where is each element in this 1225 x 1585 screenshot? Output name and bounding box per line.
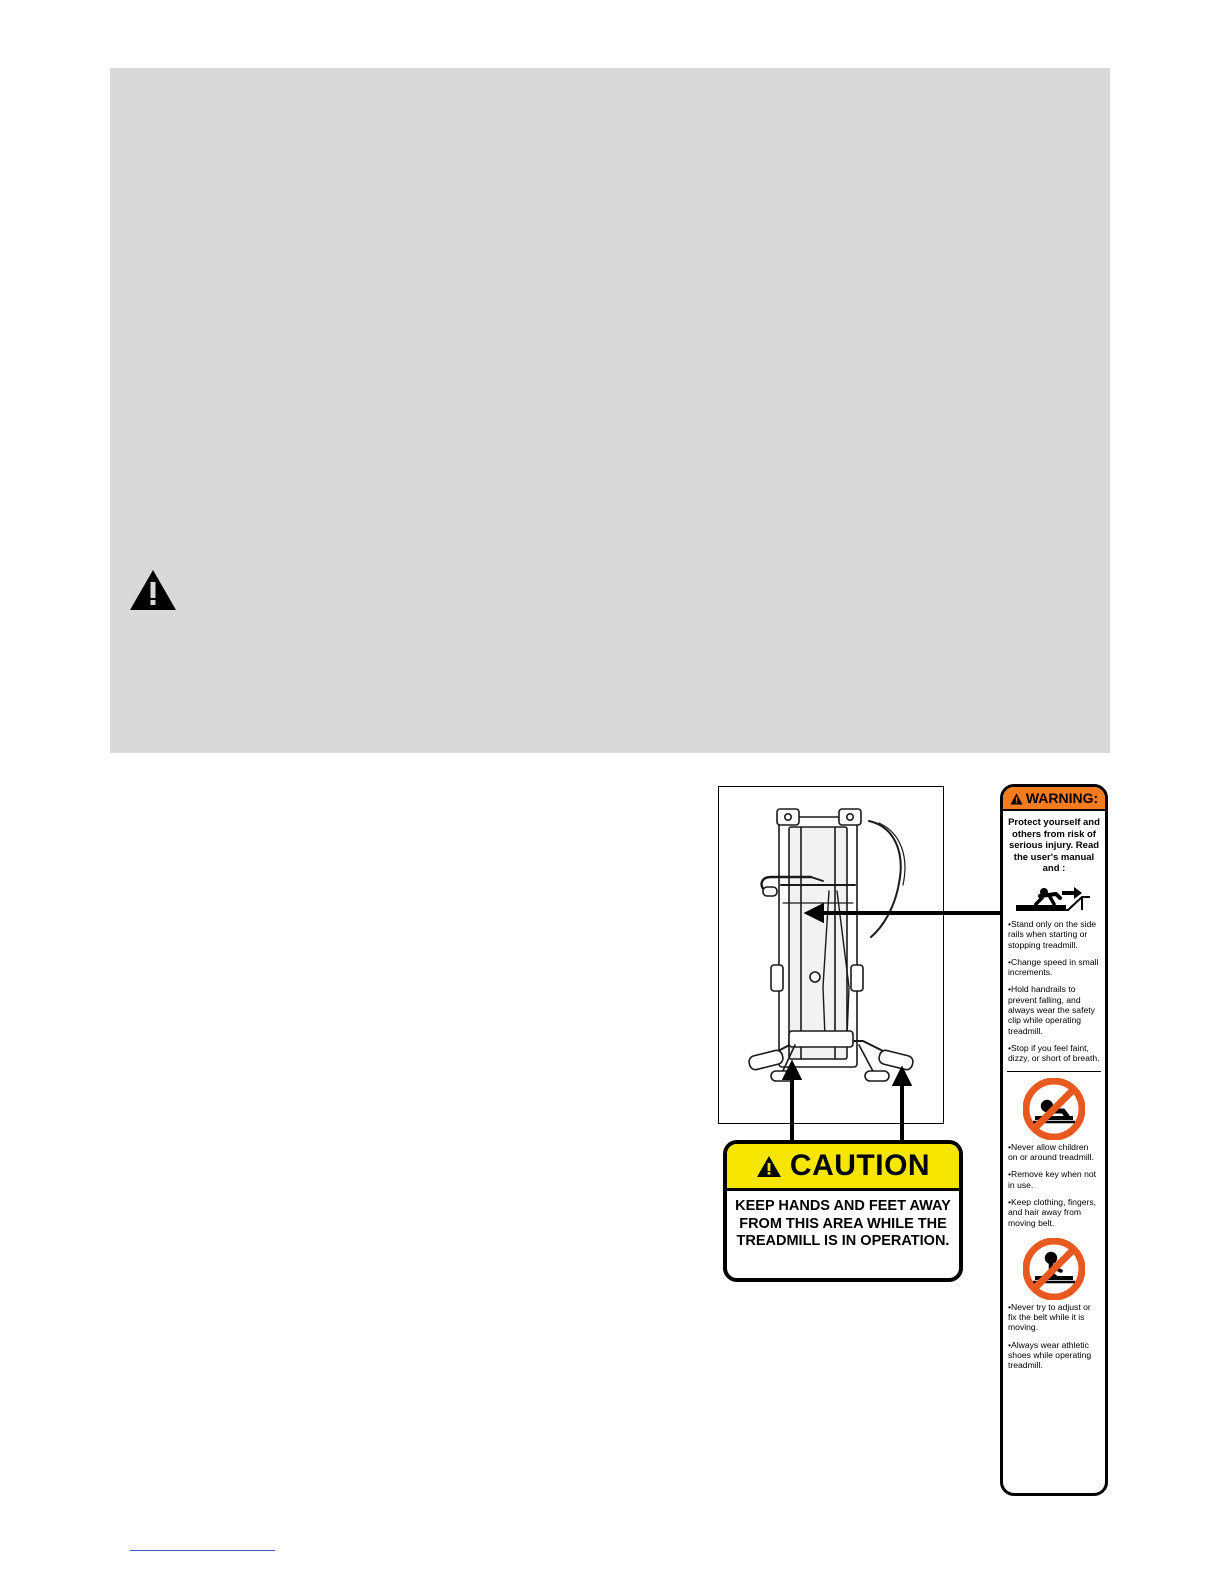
warning-bullet-group-3 xyxy=(1003,1302,1105,1371)
warning-bullet-group-1 xyxy=(1003,919,1105,1064)
warning-bullet: •Never allow children on or around treadmill. xyxy=(1008,1141,1094,1162)
caution-decal-header xyxy=(727,1144,959,1191)
caution-heading: CAUTION xyxy=(789,1149,931,1182)
caution-line: FROM THIS AREA WHILE THE xyxy=(739,1215,947,1232)
caution-decal xyxy=(723,1140,963,1282)
decal-divider xyxy=(1007,1071,1101,1072)
important-precautions-panel xyxy=(110,68,1110,753)
warning-heading: WARNING: xyxy=(1025,790,1099,806)
warning-bullet: •Change speed in small increments. xyxy=(1008,956,1099,978)
warning-bullet: •Never try to adjust or fix the belt while it is moving. xyxy=(1008,1301,1091,1333)
person-standing-on-side-rails-icon xyxy=(1003,879,1105,919)
warning-bullet: •Stop if you feel faint, dizzy, or short of breath. xyxy=(1008,1043,1100,1064)
warning-bullet: •Remove key when not in use. xyxy=(1008,1169,1097,1190)
warning-triangle-icon xyxy=(1010,792,1023,804)
caution-line: TREADMILL IS IN OPERATION. xyxy=(736,1233,950,1250)
warning-triangle-icon xyxy=(128,568,178,612)
warning-bullet: •Always wear athletic shoes while operating treadmill. xyxy=(1008,1339,1092,1371)
caution-triangle-icon xyxy=(756,1155,782,1178)
no-children-on-treadmill-icon xyxy=(1003,1075,1105,1142)
warning-bullet-group-2 xyxy=(1003,1142,1105,1228)
warning-bullet: •Stand only on the side rails when starting or stopping treadmill. xyxy=(1008,918,1097,950)
warning-bullet: •Keep clothing, fingers, and hair away from moving belt. xyxy=(1008,1196,1097,1228)
warning-decal xyxy=(1000,784,1108,1496)
caution-line: KEEP HANDS AND FEET AWAY xyxy=(735,1198,951,1214)
footer-link[interactable] xyxy=(130,1548,275,1551)
warning-decal-header xyxy=(1003,787,1105,811)
no-belt-adjustment-while-moving-icon xyxy=(1003,1235,1105,1302)
warning-intro-text: Protect yourself and others from risk of serious injury. Read the user's manual and : xyxy=(1008,817,1100,875)
caution-decal-body xyxy=(727,1191,959,1251)
warning-bullet: •Hold handrails to prevent falling, and always wear the safety clip while operating treadmill. xyxy=(1008,984,1095,1036)
